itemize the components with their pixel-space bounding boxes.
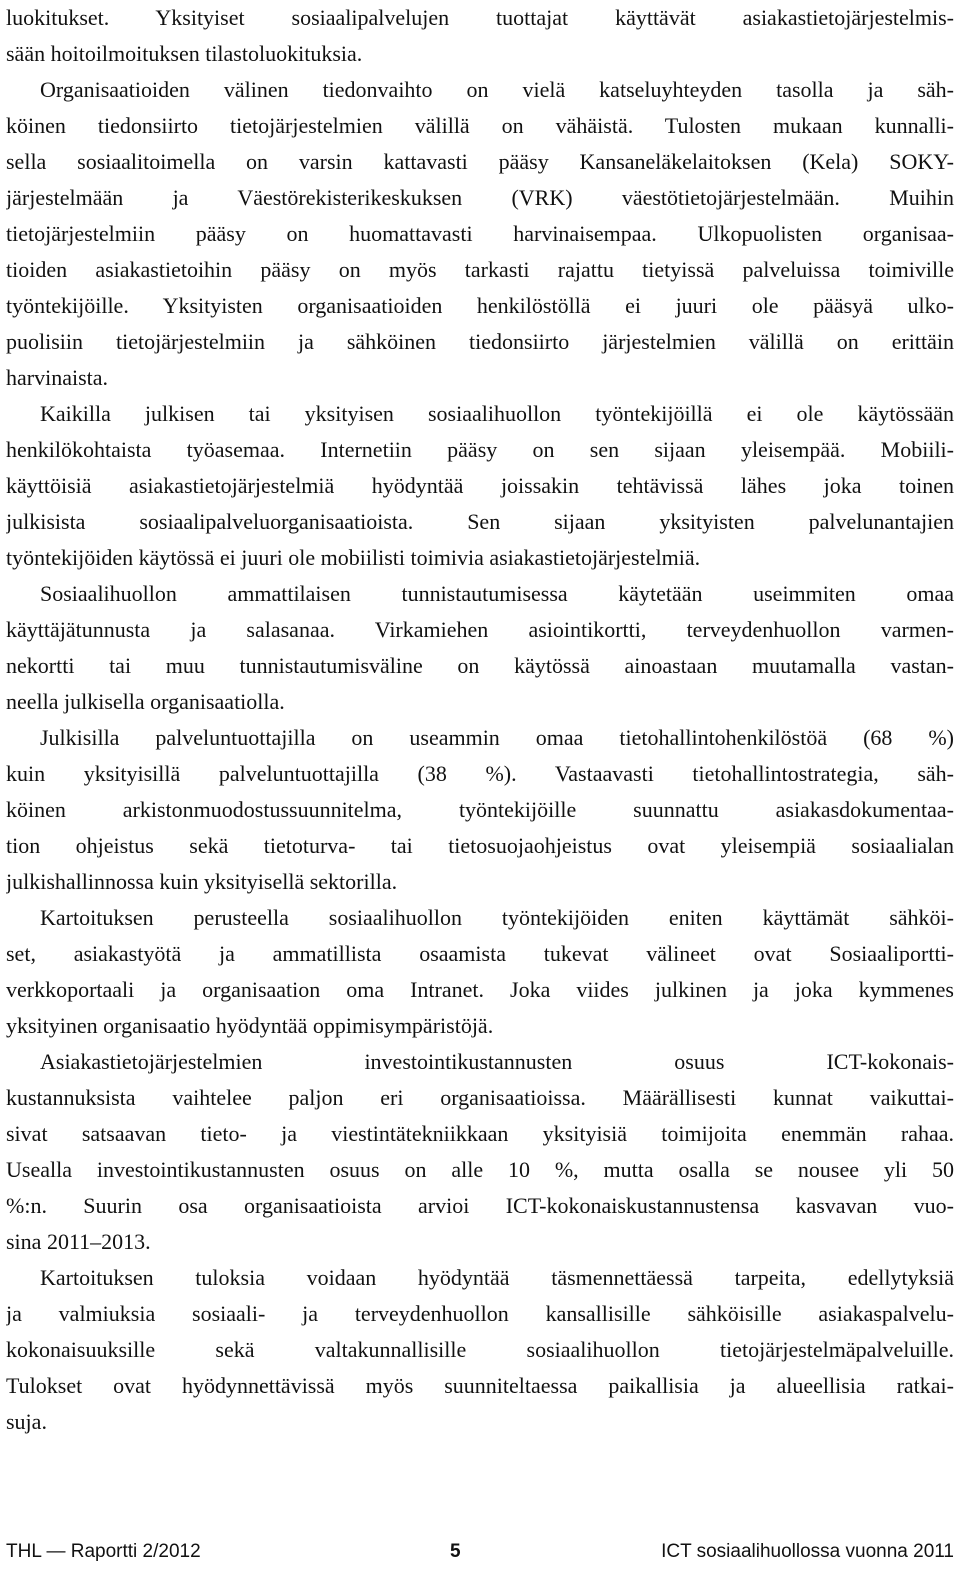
text-line: sivat satsaavan tieto- ja viestintätekniikkaan yksityisiä toimijoita enemmän rahaa. xyxy=(6,1121,954,1146)
footer-report-title: THL — Raportti 2/2012 xyxy=(6,1541,201,1562)
text-line: kokonaisuuksille sekä valtakunnallisille sosiaalihuollon tietojärjestelmäpalveluille. xyxy=(6,1337,954,1362)
text-line: sella sosiaalitoimella on varsin kattavasti pääsy Kansaneläkelaitoksen (Kela) SOKY- xyxy=(6,149,954,174)
text-line: Sosiaalihuollon ammattilaisen tunnistautumisessa käytetään useimmiten omaa xyxy=(40,581,954,606)
text-line: käyttäjätunnusta ja salasanaa. Virkamiehen asiointikortti, terveydenhuollon varmen- xyxy=(6,617,954,642)
text-line: Organisaatioiden välinen tiedonvaihto on vielä katseluyhteyden tasolla ja säh- xyxy=(40,77,954,102)
text-line: tion ohjeistus sekä tietoturva- tai tietosuojaohjeistus ovat yleisempiä sosiaalialan xyxy=(6,833,954,858)
text-line: Julkisilla palveluntuottajilla on useammin omaa tietohallintohenkilöstöä (68 %) xyxy=(40,725,954,750)
text-line: tioiden asiakastietoihin pääsy on myös tarkasti rajattu tietyissä palveluissa toimiville xyxy=(6,257,954,282)
text-line: Usealla investointikustannusten osuus on alle 10 %, mutta osalla se nousee yli 50 xyxy=(6,1157,954,1182)
text-line: julkisista sosiaalipalveluorganisaatioista. Sen sijaan yksityisten palvelunantajien xyxy=(6,509,954,534)
text-line: Kartoituksen tuloksia voidaan hyödyntää täsmennettäessä tarpeita, edellytyksiä xyxy=(40,1265,954,1290)
text-line: köinen tiedonsiirto tietojärjestelmien välillä on vähäistä. Tulosten mukaan kunnalli- xyxy=(6,113,954,138)
text-line: sään hoitoilmoituksen tilastoluokituksia. xyxy=(6,41,363,66)
text-line: köinen arkistonmuodostussuunnitelma, työntekijöille suunnattu asiakasdokumentaa- xyxy=(6,797,954,822)
text-line: työntekijöiden käytössä ei juuri ole mobiilisti toimivia asiakastietojärjestelmiä. xyxy=(6,545,701,570)
text-line: ja valmiuksia sosiaali- ja terveydenhuollon kansallisille sähköisille asiakaspalvelu- xyxy=(6,1301,954,1326)
page-footer xyxy=(6,1540,954,1564)
text-line: luokitukset. Yksityiset sosiaalipalvelujen tuottajat käyttävät asiakastietojärjestelmis- xyxy=(6,5,954,30)
text-line: kustannuksista vaihtelee paljon eri organisaatioissa. Määrällisesti kunnat vaikuttai- xyxy=(6,1085,954,1110)
text-line: Asiakastietojärjestelmien investointikustannusten osuus ICT-kokonais- xyxy=(40,1049,954,1074)
text-line: verkkoportaali ja organisaation oma Intranet. Joka viides julkinen ja joka kymmenes xyxy=(6,977,954,1002)
text-line: Kaikilla julkisen tai yksityisen sosiaalihuollon työntekijöillä ei ole käytössään xyxy=(40,401,954,426)
text-line: puolisiin tietojärjestelmiin ja sähköinen tiedonsiirto järjestelmien välillä on erittäin xyxy=(6,329,954,354)
text-line: set, asiakastyötä ja ammatillista osaamista tukevat välineet ovat Sosiaaliportti- xyxy=(6,941,954,966)
text-line: Tulokset ovat hyödynnettävissä myös suunniteltaessa paikallisia ja alueellisia ratkai- xyxy=(6,1373,954,1398)
text-line: julkishallinnossa kuin yksityisellä sektorilla. xyxy=(6,869,398,894)
report-body-text xyxy=(6,0,954,1440)
text-line: yksityinen organisaatio hyödyntää oppimisympäristöjä. xyxy=(6,1013,494,1038)
text-line: nekortti tai muu tunnistautumisväline on käytössä ainoastaan muutamalla vastan- xyxy=(6,653,954,678)
text-line: henkilökohtaista työasemaa. Internetiin pääsy on sen sijaan yleisempää. Mobiili- xyxy=(6,437,954,462)
text-line: sina 2011–2013. xyxy=(6,1229,151,1254)
footer-publication-title: ICT sosiaalihuollossa vuonna 2011 xyxy=(661,1541,954,1562)
text-line: Kartoituksen perusteella sosiaalihuollon työntekijöiden eniten käyttämät sähköi- xyxy=(40,905,954,930)
text-line: suja. xyxy=(6,1409,47,1434)
text-line: käyttöisiä asiakastietojärjestelmiä hyödyntää joissakin tehtävissä lähes joka toinen xyxy=(6,473,954,498)
text-line: järjestelmään ja Väestörekisterikeskuksen (VRK) väestötietojärjestelmään. Muihin xyxy=(6,185,954,210)
text-line: neella julkisella organisaatiolla. xyxy=(6,689,285,714)
text-line: työntekijöille. Yksityisten organisaatioiden henkilöstöllä ei juuri ole pääsyä ulko- xyxy=(6,293,954,318)
text-line: %:n. Suurin osa organisaatioista arvioi ICT-kokonaiskustannustensa kasvavan vuo- xyxy=(6,1193,954,1218)
text-line: kuin yksityisillä palveluntuottajilla (38 %). Vastaavasti tietohallintostrategia, säh- xyxy=(6,761,954,786)
page-number: 5 xyxy=(450,1541,461,1562)
text-line: tietojärjestelmiin pääsy on huomattavasti harvinaisempaa. Ulkopuolisten organisaa- xyxy=(6,221,954,246)
text-line: harvinaista. xyxy=(6,365,109,390)
